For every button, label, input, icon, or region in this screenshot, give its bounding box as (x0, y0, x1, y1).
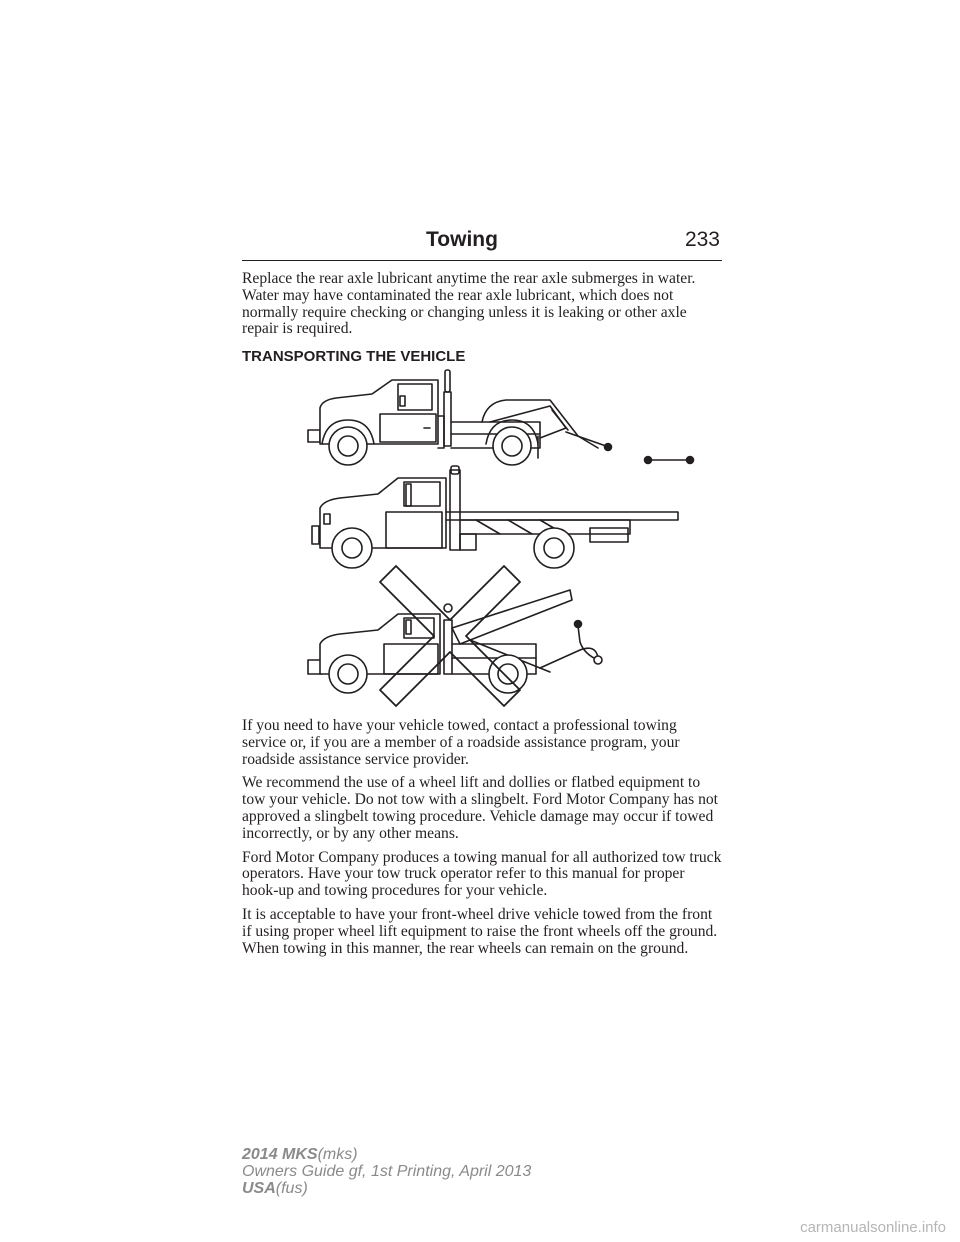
footer-model-code: (mks) (317, 1146, 358, 1163)
page-header (242, 226, 722, 261)
footer-edition: Owners Guide gf, 1st Printing, April 2013 (242, 1163, 532, 1180)
paragraph-towing-manual: Ford Motor Company produces a towing manual for all authorized tow truck operators. Have your tow truck operator refer to this manual for proper hook-up and towing procedures for your vehicle. (242, 848, 722, 900)
intro-paragraph-block (242, 271, 722, 345)
slingbelt-tow-truck (308, 590, 602, 693)
footer-market-line (242, 1180, 531, 1197)
intro-paragraph: Replace the rear axle lubricant anytime the rear axle submerges in water. Water may have contaminated the rear axle lubricant, which does not normally require checking or changing unless it is leaking or other axle repair is required. (242, 270, 696, 338)
paragraph-wheel-lift-recommendation: We recommend the use of a wheel lift and dollies or flatbed equipment to tow your vehicle. Do not tow with a slingbelt. Ford Motor Company has not approved a slingbelt towing procedure. Vehicle damage may occur if towed incorrectly, or by any other means. (242, 774, 718, 842)
footer-model: 2014 MKS (242, 1146, 318, 1163)
section-heading: TRANSPORTING THE VEHICLE (242, 348, 466, 365)
watermark-link[interactable]: carmanualsonline.info (800, 1219, 946, 1236)
footer-market-code: (fus) (275, 1180, 308, 1197)
towing-methods-illustration (300, 368, 700, 708)
wheel-lift-tow-truck (308, 370, 694, 465)
paragraph-front-wheel-towing: It is acceptable to have your front-wheel drive vehicle towed from the front if using proper wheel lift equipment to raise the front wheels off the ground. When towing in this manner, the rear wheels can remain on the ground. (242, 905, 718, 957)
page-title: Towing (426, 228, 498, 251)
document-footer (242, 1146, 531, 1197)
footer-market: USA (242, 1180, 276, 1197)
paragraph-professional-towing: If you need to have your vehicle towed, contact a professional towing service or, if you are a member of a roadside assistance program, your roadside assistance service provider. (242, 717, 680, 768)
flatbed-tow-truck (312, 466, 678, 568)
footer-model-line (242, 1146, 531, 1163)
body-paragraphs (242, 718, 722, 964)
page-number: 233 (684, 228, 720, 251)
